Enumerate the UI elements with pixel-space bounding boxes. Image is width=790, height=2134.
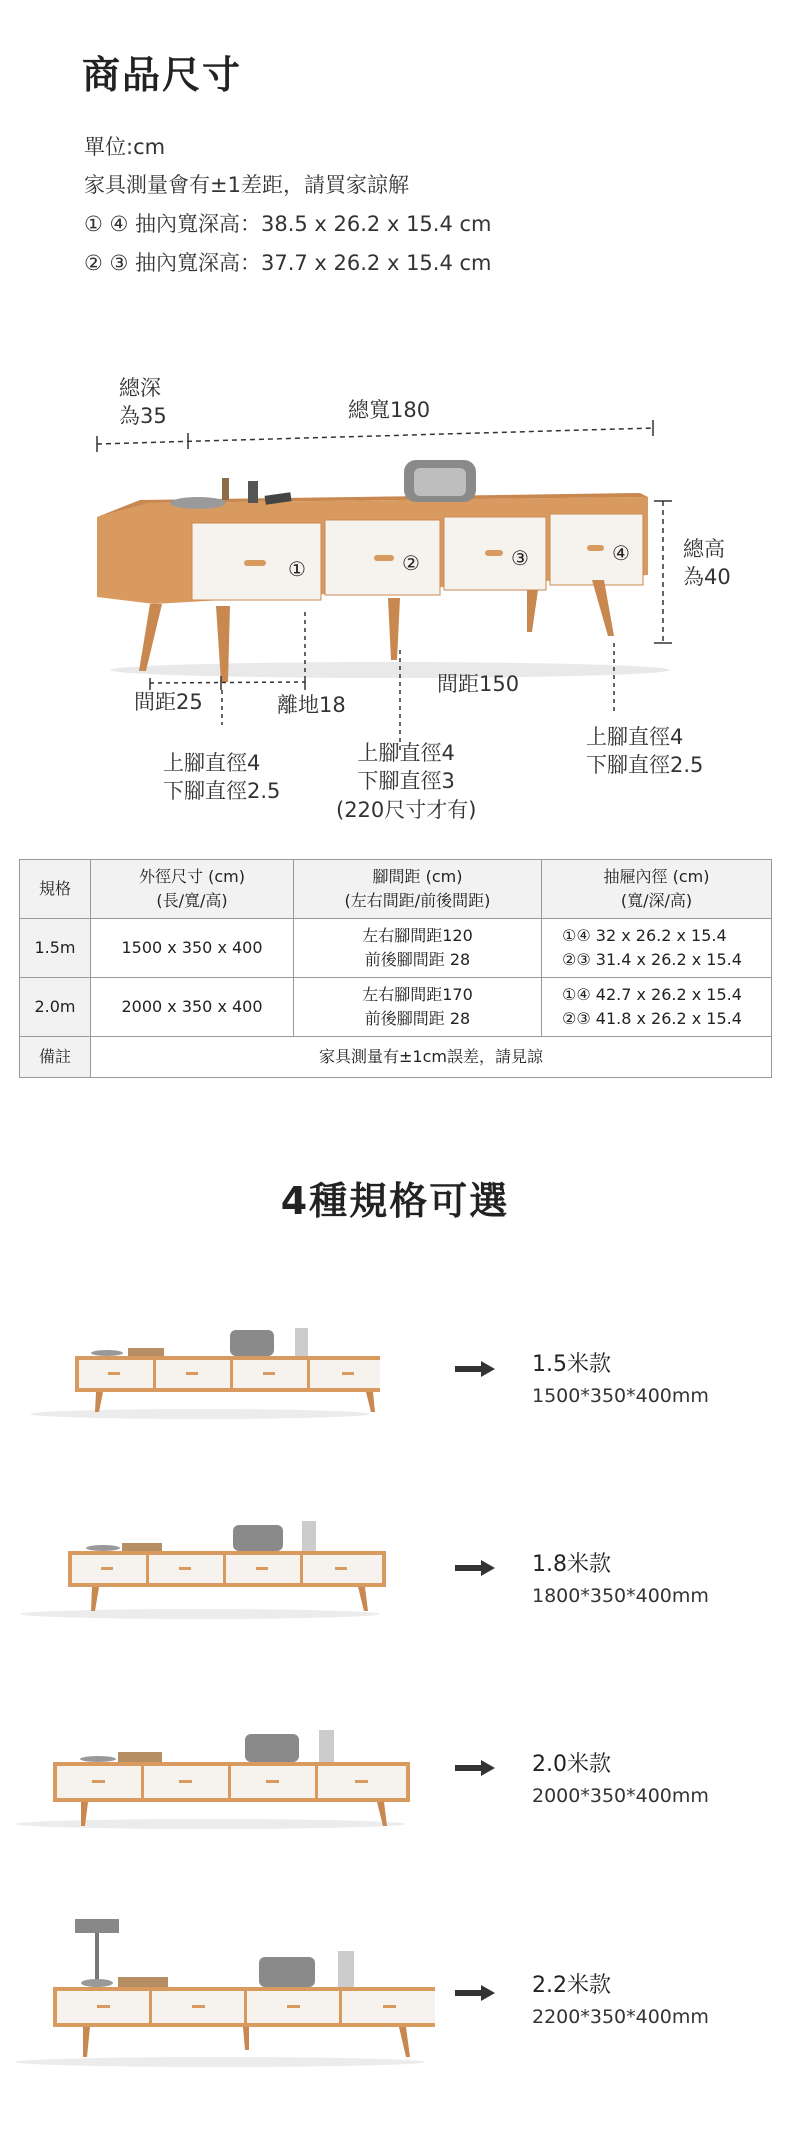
table-row: 2.0m 2000 x 350 x 400 左右腳間距170 前後腳間距 28 ①④ 42.7 x 26.2 x 15.4 ②③ 41.8 x 26.2 x 15.4 bbox=[20, 978, 772, 1037]
arrow-right-icon bbox=[455, 1985, 495, 2001]
spec-table bbox=[19, 859, 772, 1078]
variant-image-4 bbox=[5, 1905, 435, 2070]
legs-middle-label: 上腳直徑4 下腳直徑3 (220尺寸才有) bbox=[336, 741, 477, 822]
spacing150-label: 間距150 bbox=[437, 672, 520, 696]
header-outer: 外徑尺寸 (cm) (長/寬/高) bbox=[91, 860, 294, 919]
leg bbox=[139, 604, 162, 671]
variant-size-4: 2200*350*400mm bbox=[532, 2006, 709, 2028]
table-note-row: 備註 家具測量有±1cm誤差，請見諒 bbox=[20, 1037, 772, 1078]
height-label: 總高 為40 bbox=[683, 537, 731, 590]
header-legs: 腳間距 (cm) (左右間距/前後間距) bbox=[294, 860, 542, 919]
legs-left-label: 上腳直徑4 下腳直徑2.5 bbox=[163, 751, 281, 804]
spacing25-label: 間距25 bbox=[134, 690, 203, 714]
drawer-number-2: ② bbox=[402, 551, 420, 575]
table-header-row bbox=[20, 860, 772, 919]
variant-image-1 bbox=[20, 1310, 380, 1420]
leg bbox=[592, 580, 614, 636]
variant-image-2 bbox=[10, 1505, 390, 1620]
drawer-number-3: ③ bbox=[511, 546, 529, 570]
variant-size-1: 1500*350*400mm bbox=[532, 1385, 709, 1407]
leg bbox=[388, 598, 400, 660]
tolerance-line: 家具測量會有±1差距，請買家諒解 bbox=[84, 173, 409, 197]
variant-name-1: 1.5米款 bbox=[532, 1352, 611, 1377]
header-spec: 規格 bbox=[20, 860, 91, 919]
arrow-right-icon bbox=[455, 1760, 495, 1776]
variant-name-2: 1.8米款 bbox=[532, 1552, 611, 1577]
variant-image-3 bbox=[5, 1710, 415, 1830]
drawer-number-4: ④ bbox=[612, 541, 630, 565]
ground-clearance-label: 離地18 bbox=[277, 693, 346, 717]
drawer-14-dims: ① ④ 抽內寬深高：38.5 x 26.2 x 15.4 cm bbox=[84, 212, 492, 236]
depth-label: 總深 為35 bbox=[119, 376, 167, 429]
width-dimension-line bbox=[97, 428, 653, 444]
variant-name-4: 2.2米款 bbox=[532, 1973, 611, 1998]
unit-line: 單位:cm bbox=[84, 135, 166, 159]
arrow-right-icon bbox=[455, 1361, 495, 1377]
section-title: 4種規格可選 bbox=[280, 1179, 510, 1223]
drawer-number-1: ① bbox=[288, 557, 306, 581]
variant-size-3: 2000*350*400mm bbox=[532, 1785, 709, 1807]
legs-right-label: 上腳直徑4 下腳直徑2.5 bbox=[586, 725, 704, 778]
page-title: 商品尺寸 bbox=[82, 53, 243, 97]
table-row: 1.5m 1500 x 350 x 400 左右腳間距120 前後腳間距 28 ①④ 32 x 26.2 x 15.4 ②③ 31.4 x 26.2 x 15.4 bbox=[20, 919, 772, 978]
leg bbox=[527, 590, 538, 632]
width-label: 總寬180 bbox=[348, 398, 431, 422]
variant-size-2: 1800*350*400mm bbox=[532, 1585, 709, 1607]
header-drawer: 抽屜內徑 (cm) (寬/深/高) bbox=[542, 860, 772, 919]
drawer-23-dims: ② ③ 抽內寬深高：37.7 x 26.2 x 15.4 cm bbox=[84, 251, 492, 275]
arrow-right-icon bbox=[455, 1560, 495, 1576]
variant-name-3: 2.0米款 bbox=[532, 1752, 611, 1777]
